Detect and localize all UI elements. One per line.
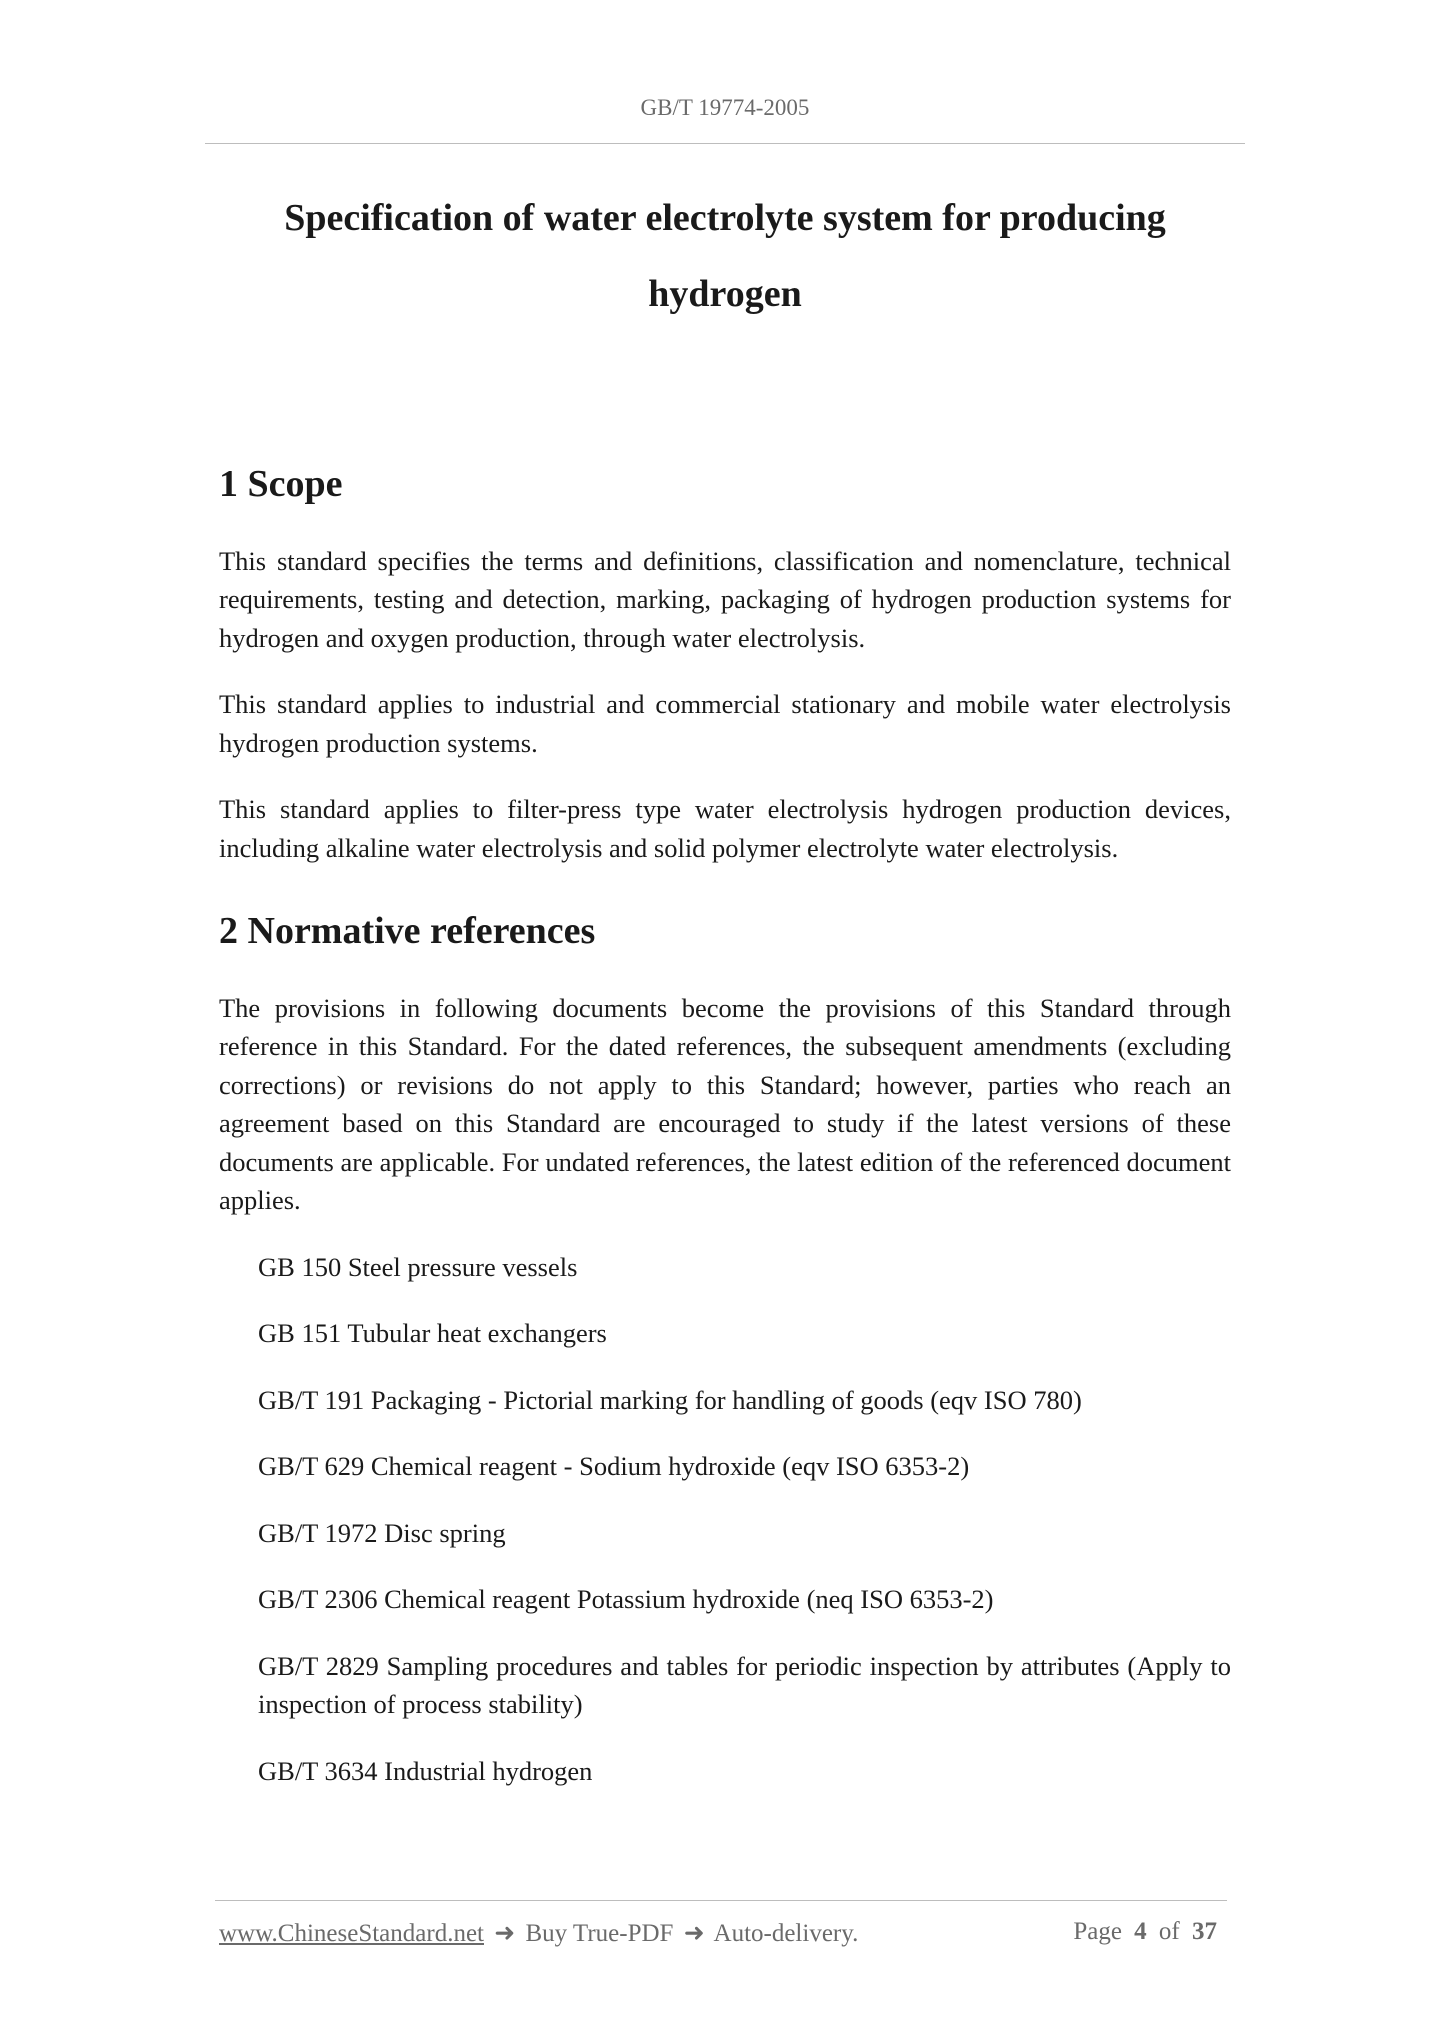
document-title <box>220 180 1230 332</box>
reference-item: GB/T 2306 Chemical reagent Potassium hydroxide (neq ISO 6353-2) <box>258 1584 994 1615</box>
document-body <box>219 462 1231 1818</box>
reference-item: GB/T 191 Packaging - Pictorial marking for handling of goods (eqv ISO 780) <box>258 1384 1082 1415</box>
page-of-label: of <box>1158 1918 1180 1945</box>
document-title-line-1: Specification of water electrolyte system for producing <box>284 197 1166 239</box>
page-number <box>1073 1918 1223 1946</box>
reference-item: GB/T 1972 Disc spring <box>258 1517 506 1548</box>
right-arrow-icon: ➜ <box>494 1920 516 1947</box>
reference-list <box>219 1248 1231 1791</box>
reference-item: GB 151 Tubular heat exchangers <box>258 1318 607 1349</box>
section-heading-normative-references: 2 Normative references <box>219 910 596 953</box>
header-divider <box>205 143 1245 144</box>
buy-true-pdf-text: Buy True-PDF <box>525 1920 674 1947</box>
reference-item: GB/T 3634 Industrial hydrogen <box>258 1755 593 1786</box>
reference-item: GB/T 629 Chemical reagent - Sodium hydroxide (eqv ISO 6353-2) <box>258 1451 970 1482</box>
reference-item: GB 150 Steel pressure vessels <box>258 1251 578 1282</box>
scope-paragraph-1: This standard specifies the terms and definitions, classification and nomenclature, technical requirements, testing and detection, marking, packaging of hydrogen production systems for hydrogen and oxygen production, through water electrolysis. <box>219 545 1231 653</box>
reference-item: GB/T 2829 Sampling procedures and tables for periodic inspection by attributes (Apply to inspection of process stability) <box>258 1650 1231 1720</box>
page-total: 37 <box>1192 1918 1217 1945</box>
page-header-standard-code: GB/T 19774-2005 <box>640 95 810 120</box>
scope-paragraph-2: This standard applies to industrial and commercial stationary and mobile water electrolysis hydrogen production systems. <box>219 689 1231 758</box>
document-title-line-2: hydrogen <box>648 273 802 315</box>
page-current: 4 <box>1134 1918 1147 1945</box>
section-heading-scope: 1 Scope <box>219 463 343 505</box>
chinese-standard-link[interactable]: www.ChineseStandard.net <box>219 1920 484 1947</box>
footer-divider <box>215 1900 1227 1901</box>
normative-references-paragraph: The provisions in following documents become the provisions of this Standard through reference in this Standard. For the dated references, the subsequent amendments (excluding corrections) or revisions do not apply to this Standard; however, parties who reach an agreement based on this Standard are encouraged to study if the latest versions of these documents are applicable. For undated references, the latest edition of the referenced document applies. <box>219 992 1231 1216</box>
footer-promo <box>219 1918 858 1948</box>
auto-delivery-text: Auto-delivery. <box>713 1920 859 1947</box>
page-label: Page <box>1073 1918 1122 1945</box>
right-arrow-icon: ➜ <box>683 1920 705 1947</box>
scope-paragraph-3: This standard applies to filter-press type water electrolysis hydrogen production devices, including alkaline water electrolysis and solid polymer electrolyte water electrolysis. <box>219 794 1231 863</box>
